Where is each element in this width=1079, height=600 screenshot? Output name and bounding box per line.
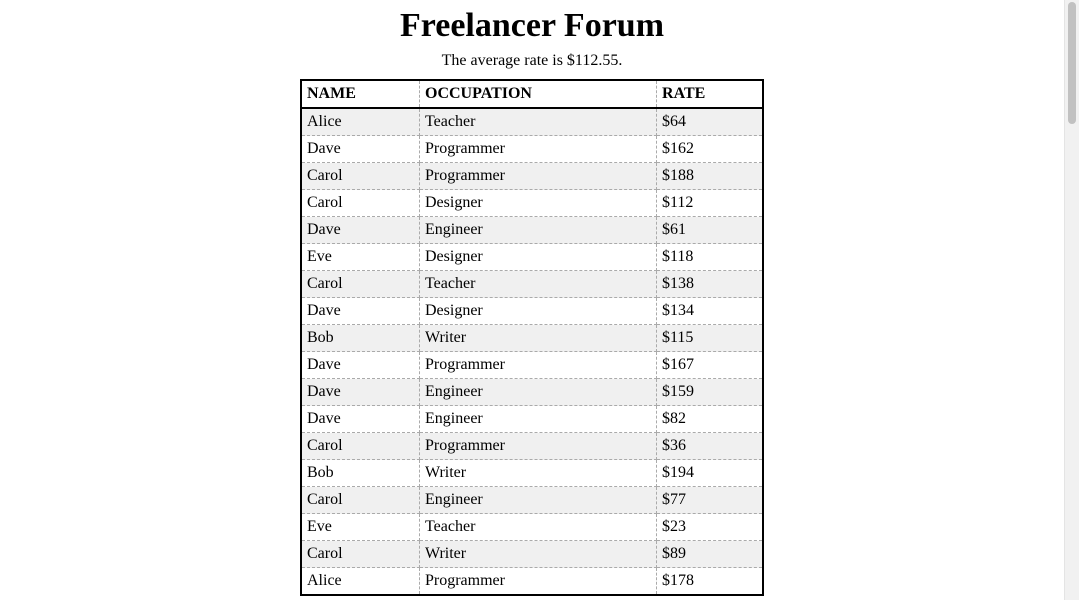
cell-rate: $77 (657, 487, 763, 514)
cell-rate: $36 (657, 433, 763, 460)
table-row (301, 163, 763, 190)
cell-rate: $23 (657, 514, 763, 541)
cell-occupation: Writer (420, 460, 657, 487)
cell-name: Carol (301, 433, 420, 460)
scrollbar-thumb[interactable] (1068, 2, 1076, 124)
cell-occupation: Designer (420, 298, 657, 325)
table-row (301, 298, 763, 325)
cell-name: Dave (301, 406, 420, 433)
cell-occupation: Programmer (420, 163, 657, 190)
column-header-name: NAME (301, 80, 420, 108)
cell-rate: $162 (657, 136, 763, 163)
table-row (301, 460, 763, 487)
cell-name: Carol (301, 190, 420, 217)
table-row (301, 514, 763, 541)
cell-rate: $89 (657, 541, 763, 568)
cell-name: Carol (301, 541, 420, 568)
cell-rate: $138 (657, 271, 763, 298)
cell-rate: $167 (657, 352, 763, 379)
cell-name: Alice (301, 108, 420, 136)
table-row (301, 406, 763, 433)
cell-occupation: Teacher (420, 108, 657, 136)
cell-rate: $159 (657, 379, 763, 406)
table-row (301, 217, 763, 244)
cell-occupation: Programmer (420, 136, 657, 163)
cell-rate: $188 (657, 163, 763, 190)
cell-name: Alice (301, 568, 420, 596)
table-row (301, 271, 763, 298)
table-row (301, 108, 763, 136)
cell-rate: $112 (657, 190, 763, 217)
table-row (301, 352, 763, 379)
table-row (301, 541, 763, 568)
table-body (301, 108, 763, 595)
cell-name: Eve (301, 244, 420, 271)
cell-occupation: Programmer (420, 568, 657, 596)
cell-name: Dave (301, 217, 420, 244)
cell-name: Dave (301, 379, 420, 406)
table-header-row (301, 80, 763, 108)
cell-name: Eve (301, 514, 420, 541)
cell-rate: $82 (657, 406, 763, 433)
cell-occupation: Engineer (420, 487, 657, 514)
cell-occupation: Writer (420, 541, 657, 568)
table-row (301, 325, 763, 352)
cell-name: Dave (301, 352, 420, 379)
cell-rate: $118 (657, 244, 763, 271)
cell-name: Carol (301, 163, 420, 190)
column-header-occupation: OCCUPATION (420, 80, 657, 108)
table-row (301, 379, 763, 406)
table-row (301, 568, 763, 596)
cell-name: Carol (301, 271, 420, 298)
cell-occupation: Designer (420, 190, 657, 217)
vertical-scrollbar[interactable] (1064, 0, 1079, 600)
cell-occupation: Engineer (420, 379, 657, 406)
cell-rate: $115 (657, 325, 763, 352)
cell-occupation: Programmer (420, 433, 657, 460)
cell-name: Bob (301, 325, 420, 352)
cell-occupation: Designer (420, 244, 657, 271)
cell-rate: $61 (657, 217, 763, 244)
table-row (301, 190, 763, 217)
cell-rate: $64 (657, 108, 763, 136)
cell-occupation: Writer (420, 325, 657, 352)
table-row (301, 487, 763, 514)
average-rate-text: The average rate is $112.55. (441, 52, 623, 69)
cell-occupation: Teacher (420, 271, 657, 298)
page-title: Freelancer Forum (399, 7, 665, 44)
cell-occupation: Teacher (420, 514, 657, 541)
cell-occupation: Programmer (420, 352, 657, 379)
cell-rate: $178 (657, 568, 763, 596)
cell-rate: $134 (657, 298, 763, 325)
freelancer-table (300, 79, 764, 596)
cell-name: Carol (301, 487, 420, 514)
table-row (301, 433, 763, 460)
table-row (301, 136, 763, 163)
cell-name: Dave (301, 298, 420, 325)
cell-name: Dave (301, 136, 420, 163)
column-header-rate: RATE (657, 80, 763, 108)
cell-name: Bob (301, 460, 420, 487)
cell-occupation: Engineer (420, 406, 657, 433)
cell-rate: $194 (657, 460, 763, 487)
cell-occupation: Engineer (420, 217, 657, 244)
table-row (301, 244, 763, 271)
